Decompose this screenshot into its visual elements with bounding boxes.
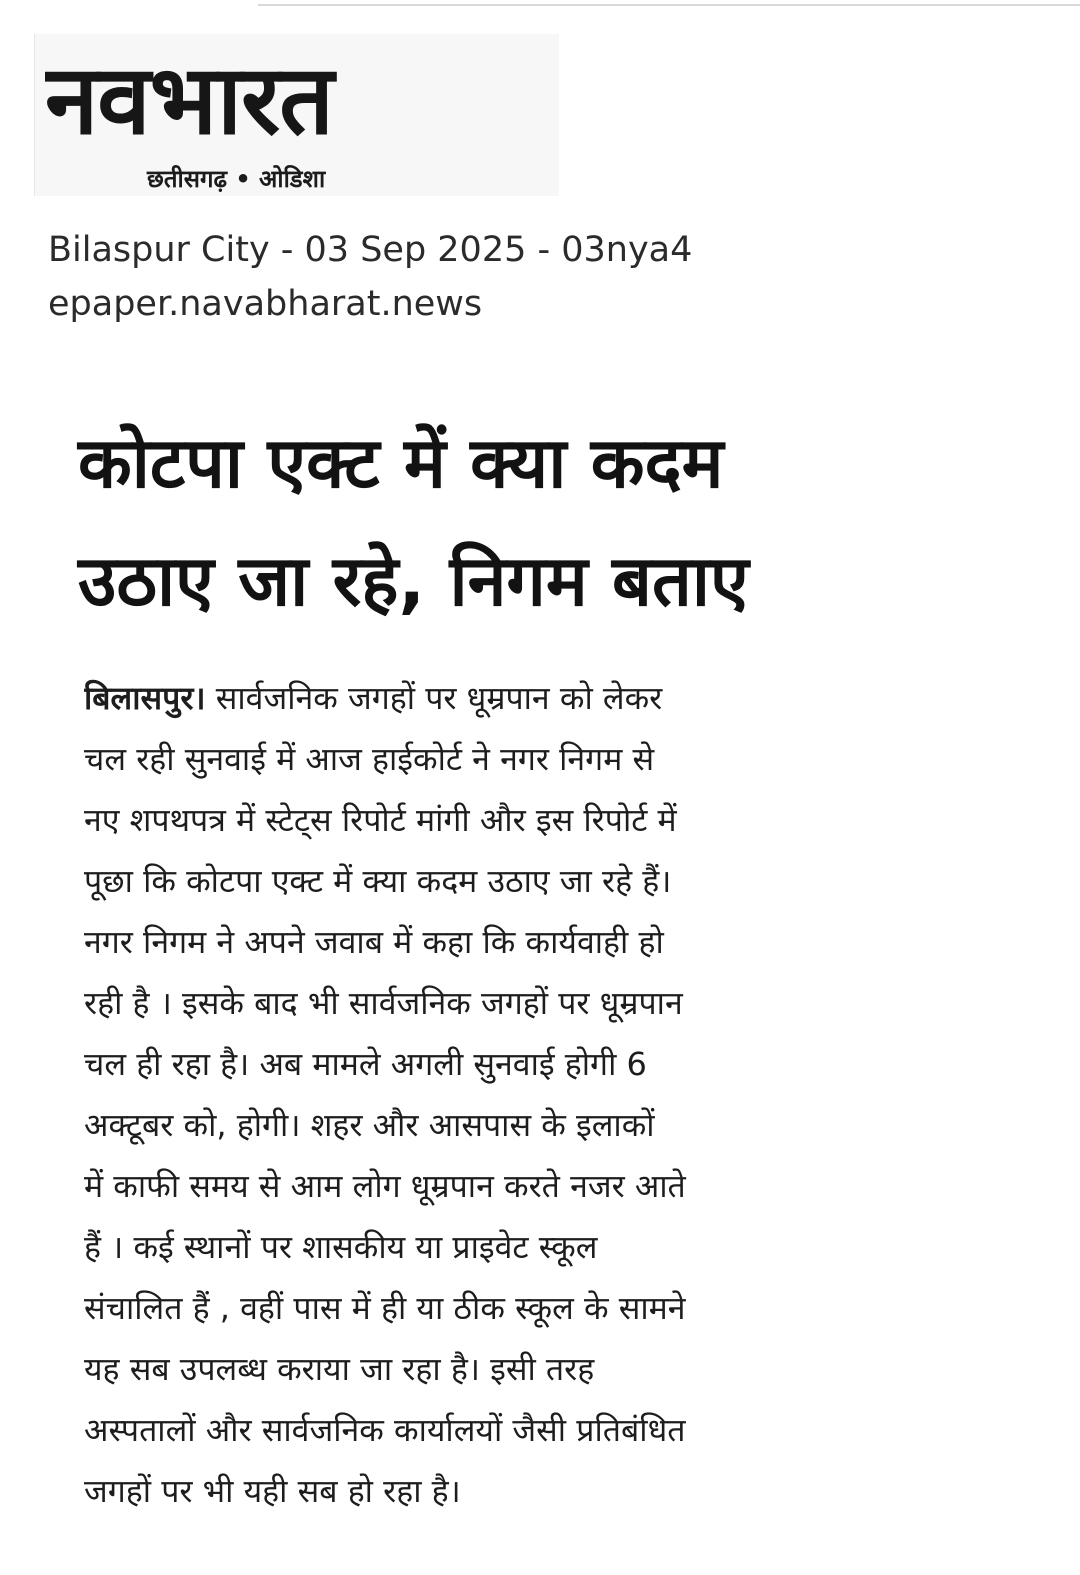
article-line: चल ही रहा है। अब मामले अगली सुनवाई होगी 6 xyxy=(84,1045,647,1083)
article-body xyxy=(84,668,988,1522)
article-line-text: सार्वजनिक जगहों पर धूम्रपान को लेकर xyxy=(205,679,663,717)
article-line: नए शपथपत्र में स्टेट्स रिपोर्ट मांगी और इस रिपोर्ट में xyxy=(84,801,677,839)
newspaper-logo: नवभारत xyxy=(45,44,333,156)
article-line: अक्टूबर को, होगी। शहर और आसपास के इलाकों xyxy=(84,1106,655,1144)
article-line: हैं । कई स्थानों पर शासकीय या प्राइवेट स्कूल xyxy=(84,1228,598,1266)
article-line: संचालित हैं , वहीं पास में ही या ठीक स्कूल के सामने xyxy=(84,1289,686,1327)
article-line xyxy=(84,668,988,729)
article-line: पूछा कि कोटपा एक्ट में क्या कदम उठाए जा रहे हैं। xyxy=(84,862,672,900)
edition-dateline: Bilaspur City - 03 Sep 2025 - 03nya4 xyxy=(48,230,693,270)
headline-line-1: कोटपा एक्ट में क्या कदम xyxy=(78,422,724,504)
article-line: नगर निगम ने अपने जवाब में कहा कि कार्यवाही हो xyxy=(84,923,664,961)
article-headline xyxy=(78,404,998,640)
article-line: जगहों पर भी यही सब हो रहा है। xyxy=(84,1472,461,1510)
headline-line-2: उठाए जा रहे, निगम बताए xyxy=(78,540,749,622)
article-line: रही है । इसके बाद भी सार्वजनिक जगहों पर धूम्रपान xyxy=(84,984,683,1022)
newspaper-masthead xyxy=(34,34,559,196)
article-line: अस्पतालों और सार्वजनिक कार्यालयों जैसी प्रतिबंधित xyxy=(84,1411,686,1449)
epaper-url: epaper.navabharat.news xyxy=(48,284,483,324)
edition-regions: छतीसगढ़ • ओडिशा xyxy=(147,165,326,193)
top-divider xyxy=(258,0,1080,6)
article-line: में काफी समय से आम लोग धूम्रपान करते नजर आते xyxy=(84,1167,686,1205)
article-line: चल रही सुनवाई में आज हाईकोर्ट ने नगर निगम से xyxy=(84,740,655,778)
article-line: यह सब उपलब्ध कराया जा रहा है। इसी तरह xyxy=(84,1350,595,1388)
article-dateline-place: बिलासपुर। xyxy=(84,679,206,717)
